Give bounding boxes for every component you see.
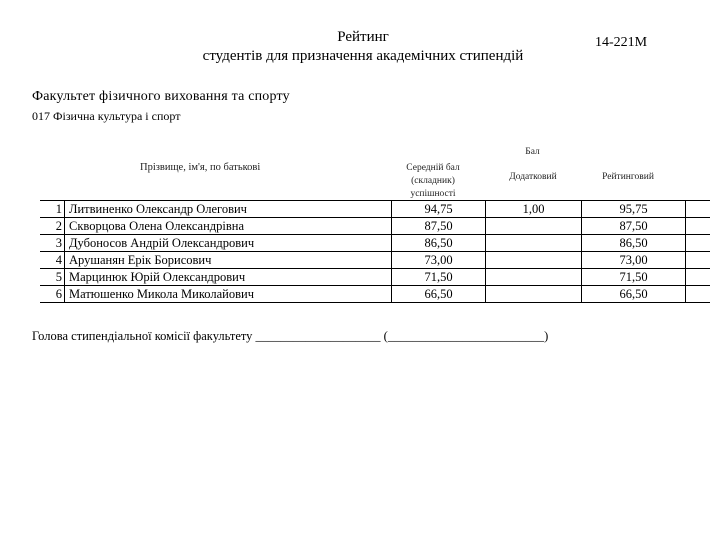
rating-table — [40, 200, 710, 303]
table-spacer — [686, 252, 711, 269]
average-score: 66,50 — [392, 286, 486, 303]
group-code: 14-221М — [595, 35, 648, 50]
faculty-name: Факультет фізичного виховання та спорту — [32, 89, 290, 104]
average-score: 86,50 — [392, 235, 486, 252]
table-spacer — [686, 235, 711, 252]
table-row — [40, 201, 710, 218]
student-name: Скворцова Олена Олександрівна — [65, 218, 392, 235]
row-number: 4 — [40, 252, 65, 269]
rating-score: 95,75 — [582, 201, 686, 218]
header-name: Прізвище, ім'я, по батькові — [140, 162, 261, 173]
document-title: Рейтинг — [337, 29, 389, 45]
rating-score: 66,50 — [582, 286, 686, 303]
header-average: Середній бал (складник) успішності — [406, 163, 460, 199]
row-number: 2 — [40, 218, 65, 235]
table-spacer — [686, 218, 711, 235]
table-row — [40, 218, 710, 235]
rating-score: 87,50 — [582, 218, 686, 235]
average-score: 73,00 — [392, 252, 486, 269]
student-name: Дубоносов Андрій Олександрович — [65, 235, 392, 252]
table-spacer — [686, 286, 711, 303]
additional-score — [486, 218, 582, 235]
table-row — [40, 269, 710, 286]
student-name: Марцинюк Юрій Олександрович — [65, 269, 392, 286]
additional-score — [486, 235, 582, 252]
row-number: 3 — [40, 235, 65, 252]
signature-line: Голова стипендіальної комісії факультету ____________________ (_________________________) — [32, 329, 549, 343]
rating-score: 73,00 — [582, 252, 686, 269]
specialty-name: 017 Фізична культура і спорт — [32, 109, 181, 123]
student-name: Арушанян Ерік Борисович — [65, 252, 392, 269]
average-score: 94,75 — [392, 201, 486, 218]
additional-score — [486, 252, 582, 269]
rating-score: 71,50 — [582, 269, 686, 286]
row-number: 1 — [40, 201, 65, 218]
additional-score: 1,00 — [486, 201, 582, 218]
student-name: Матюшенко Микола Миколайович — [65, 286, 392, 303]
document-subtitle: студентів для призначення академічних стипендій — [202, 48, 524, 64]
student-name: Литвиненко Олександр Олегович — [65, 201, 392, 218]
average-score: 71,50 — [392, 269, 486, 286]
table-spacer — [686, 269, 711, 286]
header-additional: Додатковий — [509, 172, 557, 182]
table-row — [40, 252, 710, 269]
row-number: 5 — [40, 269, 65, 286]
additional-score — [486, 286, 582, 303]
additional-score — [486, 269, 582, 286]
header-score: Бал — [525, 147, 540, 157]
header-rating: Рейтинговий — [602, 172, 654, 182]
table-row — [40, 286, 710, 303]
table-row — [40, 235, 710, 252]
average-score: 87,50 — [392, 218, 486, 235]
row-number: 6 — [40, 286, 65, 303]
rating-score: 86,50 — [582, 235, 686, 252]
table-spacer — [686, 201, 711, 218]
